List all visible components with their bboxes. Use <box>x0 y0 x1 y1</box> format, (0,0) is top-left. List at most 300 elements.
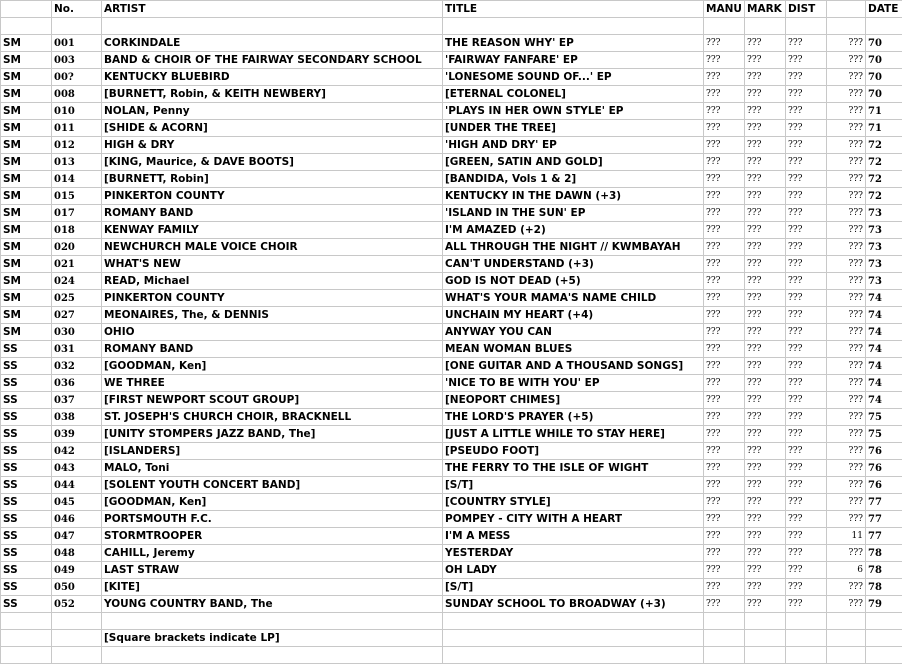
cell-prefix[interactable]: SS <box>1 460 52 477</box>
cell-prefix[interactable]: SM <box>1 69 52 86</box>
cell-dist[interactable]: ??? <box>786 392 827 409</box>
cell-title[interactable]: I'M A MESS <box>443 528 704 545</box>
cell-dist[interactable]: ??? <box>786 358 827 375</box>
blank-cell[interactable] <box>866 613 902 630</box>
cell-manu[interactable]: ??? <box>704 579 745 596</box>
cell-dist[interactable]: ??? <box>786 562 827 579</box>
cell-date[interactable]: 73 <box>866 222 902 239</box>
cell-date[interactable]: 74 <box>866 358 902 375</box>
cell-prefix[interactable]: SM <box>1 307 52 324</box>
cell-date[interactable]: 77 <box>866 511 902 528</box>
cell-dist-extra[interactable]: ??? <box>827 290 866 307</box>
cell-no[interactable]: 021 <box>52 256 102 273</box>
cell-manu[interactable]: ??? <box>704 171 745 188</box>
cell-dist[interactable]: ??? <box>786 341 827 358</box>
cell-no[interactable]: 037 <box>52 392 102 409</box>
blank-cell[interactable] <box>443 613 704 630</box>
cell-mark[interactable]: ??? <box>745 69 786 86</box>
cell-dist[interactable]: ??? <box>786 511 827 528</box>
cell-prefix[interactable]: SM <box>1 188 52 205</box>
blank-cell[interactable] <box>866 630 902 647</box>
cell-dist-extra[interactable]: ??? <box>827 511 866 528</box>
cell-manu[interactable]: ??? <box>704 596 745 613</box>
cell-dist[interactable]: ??? <box>786 52 827 69</box>
cell-no[interactable]: 00? <box>52 69 102 86</box>
cell-mark[interactable]: ??? <box>745 426 786 443</box>
cell-title[interactable]: [S/T] <box>443 579 704 596</box>
cell-no[interactable]: 036 <box>52 375 102 392</box>
cell-title[interactable]: CAN'T UNDERSTAND (+3) <box>443 256 704 273</box>
cell-dist-extra[interactable]: ??? <box>827 154 866 171</box>
cell-mark[interactable]: ??? <box>745 392 786 409</box>
cell-artist[interactable]: MEONAIRES, The, & DENNIS <box>102 307 443 324</box>
cell-mark[interactable]: ??? <box>745 273 786 290</box>
cell-dist-extra[interactable]: ??? <box>827 103 866 120</box>
cell-date[interactable]: 76 <box>866 460 902 477</box>
cell-prefix[interactable]: SM <box>1 324 52 341</box>
cell-manu[interactable]: ??? <box>704 545 745 562</box>
cell-dist[interactable]: ??? <box>786 409 827 426</box>
blank-cell[interactable] <box>704 647 745 664</box>
cell-title[interactable]: KENTUCKY IN THE DAWN (+3) <box>443 188 704 205</box>
cell-date[interactable]: 72 <box>866 188 902 205</box>
cell-no[interactable]: 049 <box>52 562 102 579</box>
cell-artist[interactable]: YOUNG COUNTRY BAND, The <box>102 596 443 613</box>
blank-cell[interactable] <box>745 18 786 35</box>
cell-date[interactable]: 78 <box>866 562 902 579</box>
cell-date[interactable]: 78 <box>866 579 902 596</box>
cell-dist-extra[interactable]: ??? <box>827 86 866 103</box>
cell-no[interactable]: 048 <box>52 545 102 562</box>
cell-no[interactable]: 001 <box>52 35 102 52</box>
cell-manu[interactable]: ??? <box>704 256 745 273</box>
cell-dist-extra[interactable]: ??? <box>827 273 866 290</box>
cell-title[interactable]: GOD IS NOT DEAD (+5) <box>443 273 704 290</box>
cell-dist[interactable]: ??? <box>786 137 827 154</box>
cell-dist-extra[interactable]: ??? <box>827 205 866 222</box>
cell-artist[interactable]: CORKINDALE <box>102 35 443 52</box>
cell-artist[interactable]: ST. JOSEPH'S CHURCH CHOIR, BRACKNELL <box>102 409 443 426</box>
cell-date[interactable]: 73 <box>866 273 902 290</box>
cell-prefix[interactable]: SS <box>1 528 52 545</box>
cell-artist[interactable]: PINKERTON COUNTY <box>102 290 443 307</box>
cell-no[interactable]: 031 <box>52 341 102 358</box>
cell-title[interactable]: [BANDIDA, Vols 1 & 2] <box>443 171 704 188</box>
blank-cell[interactable] <box>786 613 827 630</box>
cell-dist-extra[interactable]: ??? <box>827 460 866 477</box>
cell-title[interactable]: SUNDAY SCHOOL TO BROADWAY (+3) <box>443 596 704 613</box>
cell-title[interactable]: [UNDER THE TREE] <box>443 120 704 137</box>
cell-no[interactable]: 025 <box>52 290 102 307</box>
cell-artist[interactable]: BAND & CHOIR OF THE FAIRWAY SECONDARY SCHOOL <box>102 52 443 69</box>
cell-dist-extra[interactable]: ??? <box>827 137 866 154</box>
cell-dist[interactable]: ??? <box>786 477 827 494</box>
cell-dist-extra[interactable]: ??? <box>827 579 866 596</box>
cell-dist[interactable]: ??? <box>786 460 827 477</box>
cell-prefix[interactable]: SM <box>1 171 52 188</box>
cell-artist[interactable]: PORTSMOUTH F.C. <box>102 511 443 528</box>
header-prefix[interactable] <box>1 1 52 18</box>
cell-prefix[interactable]: SS <box>1 545 52 562</box>
cell-prefix[interactable]: SS <box>1 477 52 494</box>
cell-title[interactable]: [NEOPORT CHIMES] <box>443 392 704 409</box>
cell-prefix[interactable]: SS <box>1 375 52 392</box>
cell-dist[interactable]: ??? <box>786 443 827 460</box>
cell-dist[interactable]: ??? <box>786 324 827 341</box>
cell-artist[interactable]: ROMANY BAND <box>102 341 443 358</box>
cell-date[interactable]: 70 <box>866 86 902 103</box>
blank-cell[interactable] <box>102 613 443 630</box>
blank-cell[interactable] <box>827 647 866 664</box>
cell-date[interactable]: 77 <box>866 528 902 545</box>
cell-manu[interactable]: ??? <box>704 460 745 477</box>
cell-mark[interactable]: ??? <box>745 188 786 205</box>
cell-title[interactable]: 'PLAYS IN HER OWN STYLE' EP <box>443 103 704 120</box>
cell-date[interactable]: 72 <box>866 137 902 154</box>
cell-no[interactable]: 042 <box>52 443 102 460</box>
blank-cell[interactable] <box>786 647 827 664</box>
cell-no[interactable]: 015 <box>52 188 102 205</box>
cell-prefix[interactable]: SM <box>1 35 52 52</box>
cell-title[interactable]: 'ISLAND IN THE SUN' EP <box>443 205 704 222</box>
cell-manu[interactable]: ??? <box>704 307 745 324</box>
cell-title[interactable]: 'NICE TO BE WITH YOU' EP <box>443 375 704 392</box>
cell-mark[interactable]: ??? <box>745 545 786 562</box>
cell-manu[interactable]: ??? <box>704 290 745 307</box>
cell-date[interactable]: 72 <box>866 154 902 171</box>
cell-dist[interactable]: ??? <box>786 494 827 511</box>
header-title[interactable]: TITLE <box>443 1 704 18</box>
header-mark[interactable]: MARK <box>745 1 786 18</box>
cell-mark[interactable]: ??? <box>745 528 786 545</box>
cell-manu[interactable]: ??? <box>704 120 745 137</box>
cell-no[interactable]: 044 <box>52 477 102 494</box>
cell-title[interactable]: [ONE GUITAR AND A THOUSAND SONGS] <box>443 358 704 375</box>
header-artist[interactable]: ARTIST <box>102 1 443 18</box>
cell-no[interactable]: 043 <box>52 460 102 477</box>
cell-manu[interactable]: ??? <box>704 409 745 426</box>
cell-dist[interactable]: ??? <box>786 69 827 86</box>
cell-no[interactable]: 052 <box>52 596 102 613</box>
cell-dist[interactable]: ??? <box>786 222 827 239</box>
cell-title[interactable]: OH LADY <box>443 562 704 579</box>
cell-no[interactable]: 032 <box>52 358 102 375</box>
blank-cell[interactable] <box>745 613 786 630</box>
cell-dist[interactable]: ??? <box>786 103 827 120</box>
blank-cell[interactable] <box>786 18 827 35</box>
cell-dist-extra[interactable]: ??? <box>827 596 866 613</box>
cell-prefix[interactable]: SM <box>1 256 52 273</box>
cell-artist[interactable]: [ISLANDERS] <box>102 443 443 460</box>
cell-artist[interactable]: MALO, Toni <box>102 460 443 477</box>
cell-mark[interactable]: ??? <box>745 239 786 256</box>
cell-dist-extra[interactable]: ??? <box>827 120 866 137</box>
cell-date[interactable]: 73 <box>866 256 902 273</box>
cell-dist-extra[interactable]: ??? <box>827 52 866 69</box>
cell-dist-extra[interactable]: 6 <box>827 562 866 579</box>
cell-artist[interactable]: PINKERTON COUNTY <box>102 188 443 205</box>
cell-prefix[interactable]: SM <box>1 239 52 256</box>
cell-mark[interactable]: ??? <box>745 409 786 426</box>
blank-cell[interactable] <box>827 630 866 647</box>
cell-no[interactable]: 027 <box>52 307 102 324</box>
cell-title[interactable]: 'LONESOME SOUND OF...' EP <box>443 69 704 86</box>
blank-cell[interactable] <box>827 18 866 35</box>
cell-manu[interactable]: ??? <box>704 103 745 120</box>
cell-dist[interactable]: ??? <box>786 307 827 324</box>
header-no[interactable]: No. <box>52 1 102 18</box>
cell-dist-extra[interactable]: ??? <box>827 392 866 409</box>
blank-cell[interactable] <box>443 18 704 35</box>
cell-artist[interactable]: [GOODMAN, Ken] <box>102 358 443 375</box>
cell-manu[interactable]: ??? <box>704 341 745 358</box>
blank-cell[interactable] <box>786 630 827 647</box>
blank-cell[interactable] <box>866 647 902 664</box>
cell-dist[interactable]: ??? <box>786 528 827 545</box>
cell-dist-extra[interactable]: ??? <box>827 307 866 324</box>
cell-prefix[interactable]: SM <box>1 120 52 137</box>
cell-title[interactable]: [COUNTRY STYLE] <box>443 494 704 511</box>
cell-title[interactable]: 'HIGH AND DRY' EP <box>443 137 704 154</box>
blank-cell[interactable] <box>704 630 745 647</box>
cell-mark[interactable]: ??? <box>745 256 786 273</box>
cell-dist[interactable]: ??? <box>786 290 827 307</box>
cell-manu[interactable]: ??? <box>704 528 745 545</box>
cell-dist-extra[interactable]: ??? <box>827 494 866 511</box>
cell-no[interactable]: 010 <box>52 103 102 120</box>
cell-prefix[interactable]: SS <box>1 579 52 596</box>
cell-manu[interactable]: ??? <box>704 494 745 511</box>
cell-mark[interactable]: ??? <box>745 171 786 188</box>
cell-dist[interactable]: ??? <box>786 86 827 103</box>
cell-prefix[interactable]: SS <box>1 596 52 613</box>
cell-date[interactable]: 70 <box>866 35 902 52</box>
cell-mark[interactable]: ??? <box>745 511 786 528</box>
cell-mark[interactable]: ??? <box>745 222 786 239</box>
cell-dist-extra[interactable]: ??? <box>827 477 866 494</box>
cell-no[interactable]: 011 <box>52 120 102 137</box>
cell-title[interactable]: THE LORD'S PRAYER (+5) <box>443 409 704 426</box>
cell-dist-extra[interactable]: ??? <box>827 341 866 358</box>
cell-artist[interactable]: ROMANY BAND <box>102 205 443 222</box>
cell-prefix[interactable]: SM <box>1 103 52 120</box>
cell-artist[interactable]: WHAT'S NEW <box>102 256 443 273</box>
cell-date[interactable]: 76 <box>866 477 902 494</box>
cell-prefix[interactable]: SS <box>1 358 52 375</box>
cell-title[interactable]: [S/T] <box>443 477 704 494</box>
cell-mark[interactable]: ??? <box>745 137 786 154</box>
cell-no[interactable]: 038 <box>52 409 102 426</box>
blank-cell[interactable] <box>745 630 786 647</box>
cell-mark[interactable]: ??? <box>745 205 786 222</box>
cell-dist-extra[interactable]: ??? <box>827 35 866 52</box>
cell-prefix[interactable]: SS <box>1 341 52 358</box>
cell-prefix[interactable]: SS <box>1 426 52 443</box>
cell-title[interactable]: UNCHAIN MY HEART (+4) <box>443 307 704 324</box>
cell-mark[interactable]: ??? <box>745 375 786 392</box>
cell-prefix[interactable]: SS <box>1 494 52 511</box>
cell-dist[interactable]: ??? <box>786 205 827 222</box>
cell-date[interactable]: 77 <box>866 494 902 511</box>
blank-cell[interactable] <box>704 613 745 630</box>
cell-artist[interactable]: NEWCHURCH MALE VOICE CHOIR <box>102 239 443 256</box>
cell-manu[interactable]: ??? <box>704 86 745 103</box>
cell-title[interactable]: ANYWAY YOU CAN <box>443 324 704 341</box>
blank-cell[interactable] <box>1 630 52 647</box>
cell-dist-extra[interactable]: ??? <box>827 324 866 341</box>
cell-date[interactable]: 71 <box>866 103 902 120</box>
cell-mark[interactable]: ??? <box>745 35 786 52</box>
cell-prefix[interactable]: SM <box>1 273 52 290</box>
cell-mark[interactable]: ??? <box>745 358 786 375</box>
cell-date[interactable]: 71 <box>866 120 902 137</box>
cell-date[interactable]: 75 <box>866 426 902 443</box>
header-manu[interactable]: MANU <box>704 1 745 18</box>
cell-artist[interactable]: CAHILL, Jeremy <box>102 545 443 562</box>
cell-mark[interactable]: ??? <box>745 341 786 358</box>
cell-title[interactable]: ALL THROUGH THE NIGHT // KWMBAYAH <box>443 239 704 256</box>
cell-manu[interactable]: ??? <box>704 443 745 460</box>
cell-prefix[interactable]: SS <box>1 511 52 528</box>
cell-mark[interactable]: ??? <box>745 579 786 596</box>
cell-title[interactable]: 'FAIRWAY FANFARE' EP <box>443 52 704 69</box>
cell-prefix[interactable]: SM <box>1 290 52 307</box>
cell-prefix[interactable]: SS <box>1 392 52 409</box>
cell-artist[interactable]: WE THREE <box>102 375 443 392</box>
cell-artist[interactable]: [UNITY STOMPERS JAZZ BAND, The] <box>102 426 443 443</box>
cell-title[interactable]: I'M AMAZED (+2) <box>443 222 704 239</box>
cell-artist[interactable]: [BURNETT, Robin, & KEITH NEWBERY] <box>102 86 443 103</box>
cell-no[interactable]: 014 <box>52 171 102 188</box>
cell-mark[interactable]: ??? <box>745 443 786 460</box>
cell-date[interactable]: 79 <box>866 596 902 613</box>
header-date[interactable]: DATE <box>866 1 902 18</box>
cell-date[interactable]: 70 <box>866 69 902 86</box>
cell-dist-extra[interactable]: ??? <box>827 358 866 375</box>
cell-mark[interactable]: ??? <box>745 562 786 579</box>
cell-dist[interactable]: ??? <box>786 256 827 273</box>
cell-date[interactable]: 73 <box>866 239 902 256</box>
cell-manu[interactable]: ??? <box>704 205 745 222</box>
cell-dist[interactable]: ??? <box>786 273 827 290</box>
cell-no[interactable]: 013 <box>52 154 102 171</box>
cell-no[interactable]: 020 <box>52 239 102 256</box>
cell-manu[interactable]: ??? <box>704 137 745 154</box>
cell-manu[interactable]: ??? <box>704 426 745 443</box>
cell-dist[interactable]: ??? <box>786 239 827 256</box>
cell-manu[interactable]: ??? <box>704 154 745 171</box>
cell-no[interactable]: 047 <box>52 528 102 545</box>
cell-dist-extra[interactable]: ??? <box>827 375 866 392</box>
cell-manu[interactable]: ??? <box>704 392 745 409</box>
blank-cell[interactable] <box>52 630 102 647</box>
cell-date[interactable]: 74 <box>866 375 902 392</box>
cell-prefix[interactable]: SM <box>1 86 52 103</box>
blank-cell[interactable] <box>1 613 52 630</box>
cell-artist[interactable]: NOLAN, Penny <box>102 103 443 120</box>
cell-dist[interactable]: ??? <box>786 120 827 137</box>
cell-dist-extra[interactable]: 11 <box>827 528 866 545</box>
cell-artist[interactable]: [BURNETT, Robin] <box>102 171 443 188</box>
cell-manu[interactable]: ??? <box>704 511 745 528</box>
cell-date[interactable]: 72 <box>866 171 902 188</box>
cell-mark[interactable]: ??? <box>745 86 786 103</box>
cell-artist[interactable]: HIGH & DRY <box>102 137 443 154</box>
cell-dist[interactable]: ??? <box>786 579 827 596</box>
cell-title[interactable]: YESTERDAY <box>443 545 704 562</box>
cell-dist[interactable]: ??? <box>786 426 827 443</box>
cell-mark[interactable]: ??? <box>745 290 786 307</box>
cell-dist-extra[interactable]: ??? <box>827 256 866 273</box>
cell-mark[interactable]: ??? <box>745 596 786 613</box>
cell-date[interactable]: 73 <box>866 205 902 222</box>
cell-dist[interactable]: ??? <box>786 188 827 205</box>
cell-mark[interactable]: ??? <box>745 324 786 341</box>
cell-prefix[interactable]: SS <box>1 409 52 426</box>
cell-artist[interactable]: [KITE] <box>102 579 443 596</box>
cell-mark[interactable]: ??? <box>745 477 786 494</box>
cell-title[interactable]: [PSEUDO FOOT] <box>443 443 704 460</box>
cell-dist-extra[interactable]: ??? <box>827 239 866 256</box>
cell-manu[interactable]: ??? <box>704 273 745 290</box>
cell-dist-extra[interactable]: ??? <box>827 409 866 426</box>
cell-dist-extra[interactable]: ??? <box>827 188 866 205</box>
cell-dist[interactable]: ??? <box>786 154 827 171</box>
blank-cell[interactable] <box>866 18 902 35</box>
cell-date[interactable]: 70 <box>866 52 902 69</box>
blank-cell[interactable] <box>443 630 704 647</box>
cell-artist[interactable]: KENWAY FAMILY <box>102 222 443 239</box>
cell-dist[interactable]: ??? <box>786 35 827 52</box>
cell-dist[interactable]: ??? <box>786 171 827 188</box>
cell-dist-extra[interactable]: ??? <box>827 69 866 86</box>
blank-cell[interactable] <box>1 647 52 664</box>
footnote[interactable]: [Square brackets indicate LP] <box>102 630 443 647</box>
cell-artist[interactable]: LAST STRAW <box>102 562 443 579</box>
cell-artist[interactable]: [FIRST NEWPORT SCOUT GROUP] <box>102 392 443 409</box>
blank-cell[interactable] <box>52 613 102 630</box>
cell-prefix[interactable]: SM <box>1 222 52 239</box>
header-dist2[interactable] <box>827 1 866 18</box>
cell-title[interactable]: MEAN WOMAN BLUES <box>443 341 704 358</box>
cell-manu[interactable]: ??? <box>704 222 745 239</box>
blank-cell[interactable] <box>52 647 102 664</box>
cell-dist[interactable]: ??? <box>786 596 827 613</box>
cell-date[interactable]: 74 <box>866 290 902 307</box>
blank-cell[interactable] <box>827 613 866 630</box>
cell-title[interactable]: [JUST A LITTLE WHILE TO STAY HERE] <box>443 426 704 443</box>
cell-title[interactable]: THE REASON WHY' EP <box>443 35 704 52</box>
cell-manu[interactable]: ??? <box>704 35 745 52</box>
cell-artist[interactable]: READ, Michael <box>102 273 443 290</box>
cell-manu[interactable]: ??? <box>704 562 745 579</box>
cell-dist[interactable]: ??? <box>786 375 827 392</box>
cell-title[interactable]: [ETERNAL COLONEL] <box>443 86 704 103</box>
cell-date[interactable]: 74 <box>866 324 902 341</box>
cell-manu[interactable]: ??? <box>704 324 745 341</box>
header-dist[interactable]: DIST <box>786 1 827 18</box>
cell-prefix[interactable]: SM <box>1 205 52 222</box>
cell-no[interactable]: 045 <box>52 494 102 511</box>
cell-manu[interactable]: ??? <box>704 358 745 375</box>
cell-prefix[interactable]: SM <box>1 137 52 154</box>
cell-mark[interactable]: ??? <box>745 494 786 511</box>
blank-cell[interactable] <box>1 18 52 35</box>
cell-artist[interactable]: OHIO <box>102 324 443 341</box>
cell-manu[interactable]: ??? <box>704 239 745 256</box>
cell-prefix[interactable]: SM <box>1 52 52 69</box>
cell-no[interactable]: 012 <box>52 137 102 154</box>
